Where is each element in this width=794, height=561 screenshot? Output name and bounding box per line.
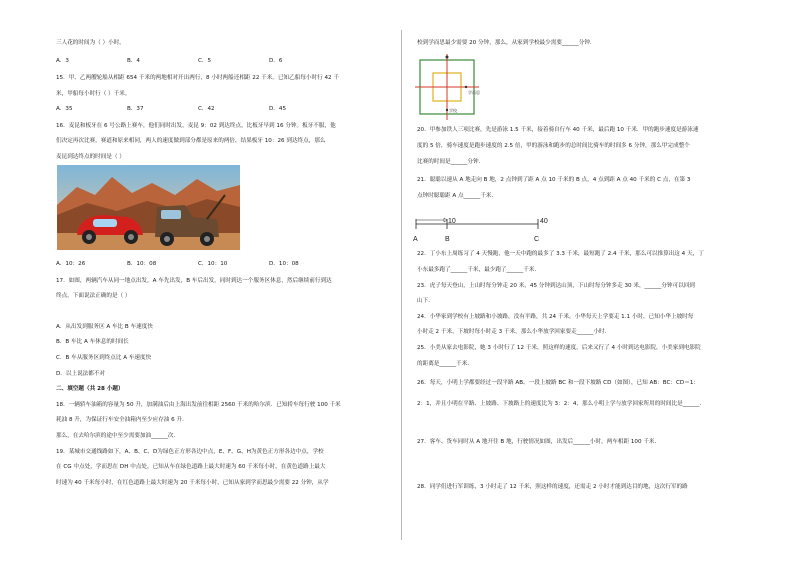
road-map-figure [414, 52, 480, 127]
point-b: B [445, 236, 450, 243]
q23-line-2: 山下． [417, 298, 434, 304]
q17-option-d: D．以上说法都不对 [56, 371, 106, 377]
number-line [410, 210, 560, 246]
q19-line-4: 校到学而思最少需要 20 分钟，那么，从家到学校最少需要______分钟． [417, 40, 596, 46]
q18-line-2: 耗油 8 升，为保证行车安全油箱内至少应存油 6 升． [56, 417, 188, 423]
q19-line-3: 时速为 40 千米每小时，在红色道路上最大时速为 20 千米每小时，已知从家到学而思最少需要 22 分钟，从学 [56, 480, 329, 486]
q16-options [56, 262, 340, 268]
tutoring-label: 学而思 [468, 90, 480, 95]
segment-arrow [416, 218, 447, 222]
q18-line-1: 18．一辆轿车油箱的容量为 50 升，加满油后由上海出发前往相距 2560 千米的哈尔滨．已知轿车每行驶 100 千米 [56, 402, 341, 408]
q24-line-1: 24．小华家到学校有上坡路和小坡路，没有平路，共 24 千米，小华每天上学要走 1.1 小时，已知小华上坡时每 [417, 314, 694, 320]
section-fill-blank: 二、填空题（共 28 小题） [56, 386, 124, 392]
school-label: 学校 [449, 108, 457, 113]
option-d: D．6 [269, 58, 283, 64]
column-divider [401, 30, 402, 540]
number-line-figure [410, 210, 560, 249]
option-b: B．4 [127, 58, 140, 64]
option-c: C．42 [198, 106, 215, 112]
road-map-diagram [414, 52, 480, 124]
q22-line-2: 小东最多跑了______千米，最少跑了______千米． [417, 267, 541, 273]
option-d: D．10：08 [269, 261, 299, 267]
q21-line-1: 21．聪聪以速从 A 地走向 B 地，2 点钟到了距 A 点 10 千米的 B 点，4 点到距 A 点 40 千米的 C 点，在第 3 [417, 177, 691, 183]
tutoring-point [465, 86, 467, 88]
q26-line-1: 26．每天，小明上学都要经过一段平路 AB、一段上坡路 BC 和一段下坡路 CD（如图），已知 AB：BC：CD＝1： [417, 380, 699, 386]
option-a: A．35 [56, 106, 73, 112]
q15-line-1: 15．甲、乙两艘轮船从相距 654 千米的两地相对开出两行，8 小时两船还相距 22 千米。已知乙船每小时行 42 千 [56, 75, 339, 81]
option-c: C．5 [198, 58, 212, 64]
q26-line-2: 2：1，并且小明在平路、上坡路、下坡路上的速度比为 3：2：4，那么小明上学与放学回家所用的时间比是______． [417, 401, 706, 407]
q20-line-1: 20．甲参加铁人三项比赛，先是游泳 1.5 千米，接着骑自行车 40 千米，最后跑 10 千米．甲的跑步速度是游泳速 [417, 127, 699, 133]
point-a: A [413, 236, 418, 243]
race-car-picture [57, 165, 240, 250]
q16-line-1: 16．麦昆和板牙在 6 号公路上赛车，他们同时出发，麦昆 9：02 到达终点，比板牙早到 16 分钟。板牙不服，他 [56, 123, 336, 129]
home-point [446, 56, 449, 59]
q21-line-2: 点钟时聪聪距 A 点______千米． [417, 193, 498, 199]
q17-option-a: A．从出发到服务区 A 车比 B 车速度快 [56, 324, 153, 330]
option-a: A．10：26 [56, 261, 86, 267]
option-b: B．37 [127, 106, 144, 112]
q19-line-2: 在 CG 中点处，学而思在 DH 中点处，已知从车在绿色道路上最大时速为 60 千米每小时，在黄色道路上最大 [56, 464, 326, 470]
q23-line-1: 23．虎子每天登山，上山时每分钟走 20 米，45 分钟到达山顶，下山时每分钟多走 30 米，______分钟可以回到 [417, 283, 695, 289]
option-a: A．3 [56, 58, 69, 64]
q15-options [56, 107, 340, 113]
q17-option-c: C．B 车从服务区到终点比 A 车速度快 [56, 355, 152, 361]
mark-40: 40 [540, 218, 548, 225]
q17-option-b: B．B 车比 A 车休息的时间长 [56, 339, 129, 345]
q24-line-2: 小时走 2 千米，下坡时每小时走 3 千米，那么小华放学回家要走______小时． [417, 329, 611, 335]
point-c: C [534, 236, 540, 243]
q20-line-3: 比赛的时间是______分钟． [417, 159, 485, 165]
school-point [446, 109, 448, 111]
race-car-illustration [57, 165, 240, 250]
q22-line-1: 22．丁小东上周练习了 4 天慢跑，他一天中跑的最多了 3.3 千米，最短跑了 2.4 千米，那么可以推算出这 4 天，丁 [417, 251, 704, 257]
q15-line-2: 米，甲船每小时行（ ）千米。 [56, 91, 131, 97]
q14-options [56, 59, 340, 65]
q25-line-2: 的距离是______千米． [417, 361, 473, 367]
q28-line-1: 28．同学们进行军训练，3 小时走了 12 千米，照这样的速度，还需走 2 小时才能到达目的地，这次行军的路 [417, 484, 688, 490]
option-b: B．10：08 [127, 261, 157, 267]
q17-line-2: 终点。下面说法正确的是（ ） [56, 293, 131, 299]
option-d: D．45 [269, 106, 287, 112]
q19-line-1: 19．某城市交通线路如下，A、B、C、D为绿色正方形各边中点，E、F、G、H为黄色正方形各边中点，学校 [56, 449, 324, 455]
q20-line-2: 度的 5 倍，骑车速度是跑步速度的 2.5 倍，甲的游泳和跑步的总时间比骑车的时间多 6 分钟，那么甲完成整个 [417, 143, 690, 149]
q16-line-2: 们决定再次比赛，赛道和原来相同，两人的速度做到部分都是原来的两倍，结果板牙 10：26 到达终点，那么 [56, 138, 326, 144]
mark-10: 10 [448, 218, 456, 225]
option-c: C．10：10 [198, 261, 228, 267]
q18-line-3: 那么，在去哈尔滨的途中至少需要加油______次． [56, 433, 180, 439]
q27-line-1: 27．客车、货车同时从 A 地开往 B 地，行驶情况如图，出发后______小时，两车相距 100 千米． [417, 439, 661, 445]
q16-line-3: 麦昆到达终点的时间是（ ） [56, 154, 125, 160]
q25-line-1: 25．小美从家去电影院，她 3 小时行了 12 千米，照这样的速度，后来又行了 4 小时到达电影院，小美家到电影院 [417, 345, 701, 351]
q14-tail: 三人花的时间为（ ）小时。 [56, 40, 125, 46]
q17-line-1: 17．如图，两辆汽车从同一地点出发，A 车先出发，B 车后出发，同时到达一个服务区休息，然后继续前行到达 [56, 278, 332, 284]
